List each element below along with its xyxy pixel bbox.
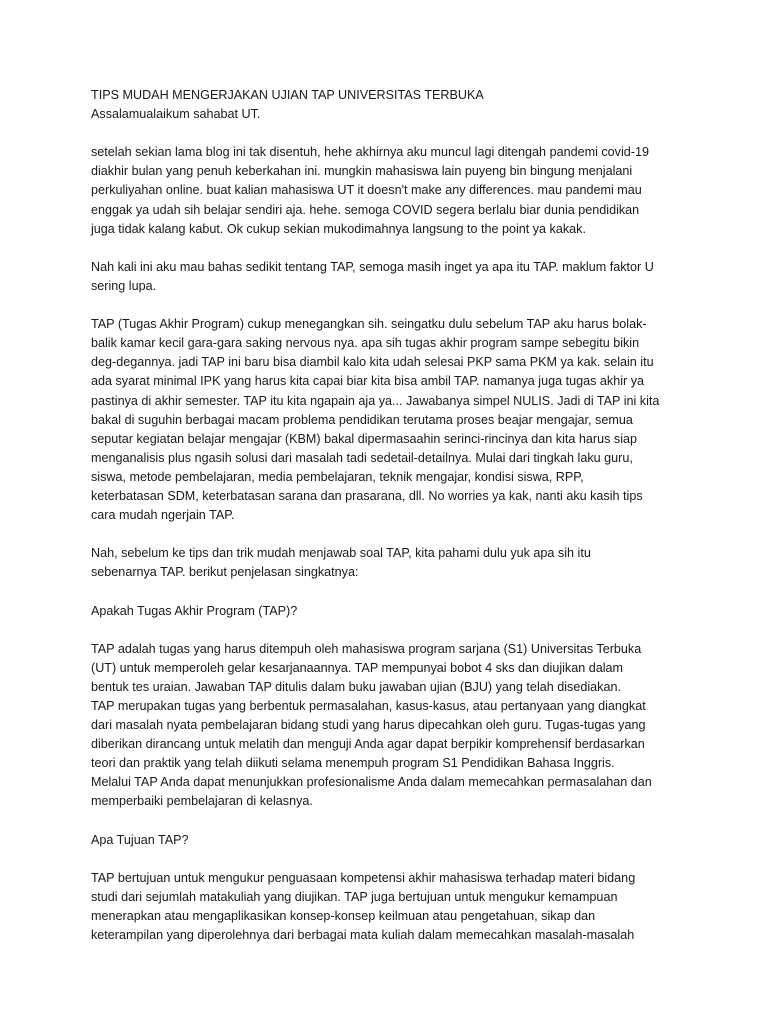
text-line: Nah, sebelum ke tips dan trik mudah menjawab soal TAP, kita pahami dulu yuk apa sih itu <box>91 546 591 561</box>
section-heading-what-is-tap <box>91 602 683 621</box>
text-line: TAP (Tugas Akhir Program) cukup menegangkan sih. seingatku dulu sebelum TAP aku harus bolak- <box>91 317 647 332</box>
text-line: keterbatasan SDM, keterbatasan sarana dan prasarana, dll. No worries ya kak, nanti aku kasih tips <box>91 488 643 503</box>
text-line: sering lupa. <box>91 278 157 293</box>
document-title: TIPS MUDAH MENGERJAKAN UJIAN TAP UNIVERSITAS TERBUKA <box>91 88 484 102</box>
text-line: teori dan praktik yang telah diikuti selama menempuh program S1 Pendidikan Bahasa Inggris. <box>91 756 615 771</box>
text-line: TAP bertujuan untuk mengukur penguasaan kompetensi akhir mahasiswa terhadap materi bidang <box>91 870 636 885</box>
text-line: bentuk tes uraian. Jawaban TAP ditulis dalam buku jawaban ujian (BJU) yang telah disediakan. <box>91 679 621 694</box>
text-line: studi dari sejumlah matakuliah yang diujikan. TAP juga bertujuan untuk mengukur kemampuan <box>91 889 618 904</box>
text-line: diberikan dirancang untuk melatih dan menguji Anda agar dapat berpikir komprehensif berdasarkan <box>91 737 645 752</box>
text-line: setelah sekian lama blog ini tak disentuh, hehe akhirnya aku muncul lagi ditengah pandemi covid-19 <box>91 145 649 160</box>
text-line: TAP merupakan tugas yang berbentuk permasalahan, kasus-kasus, atau pertanyaan yang diangkat <box>91 699 646 713</box>
text-line: enggak ya udah sih belajar sendiri aja. hehe. semoga COVID segera berlalu biar dunia pendidikan <box>91 202 640 217</box>
text-line: balik kamar kecil gara-gara saking nervous nya. apa sih tugas akhir program sampe sebegitu bikin <box>91 336 640 351</box>
paragraph-intro <box>91 143 683 238</box>
text-line: (UT) untuk memperoleh gelar kesarjanaannya. TAP mempunyai bobot 4 sks dan diujikan dalam <box>91 660 624 675</box>
paragraph-tap-goal <box>91 869 683 945</box>
text-line: siswa, metode pembelajaran, media pembelajaran, teknik mengajar, kondisi siswa, RPP, <box>91 469 584 484</box>
text-line: diakhir bulan yang penuh keberkahan ini. mungkin mahasiswa lain puyeng bin bingung menjalani <box>91 164 633 179</box>
document-page <box>91 86 683 964</box>
text-line: Apa Tujuan TAP? <box>91 832 189 847</box>
paragraph-tap-description <box>91 315 683 525</box>
greeting-line: Assalamualaikum sahabat UT. <box>91 107 261 122</box>
document-header <box>91 86 683 124</box>
text-line: seputar kegiatan belajar mengajar (KBM) bakal dipermasaahin serinci-rincinya dan kita harus siap <box>91 431 638 446</box>
text-line: menerapkan atau mengaplikasikan konsep-konsep keilmuan atau pengetahuan, sikap dan <box>91 909 596 924</box>
paragraph-topic <box>91 258 683 296</box>
text-line: Melalui TAP Anda dapat menunjukkan profesionalisme Anda dalam memecahkan permasalahan dan <box>91 775 652 790</box>
text-line: deg-degannya. jadi TAP ini baru bisa diambil kalo kita udah selesai PKP sama PKM ya kak. selain itu <box>91 355 654 370</box>
text-line: perkuliyahan online. buat kalian mahasiswa UT it doesn't make any differences. mau pandemi mau <box>91 183 642 198</box>
text-line: menganalisis plus ngasih solusi dari masalah tadi sedetail-detailnya. Mulai dari tingkah laku guru, <box>91 450 633 465</box>
paragraph-transition <box>91 544 683 582</box>
text-line: Apakah Tugas Akhir Program (TAP)? <box>91 603 298 618</box>
text-line: sebenarnya TAP. berikut penjelasan singkatnya: <box>91 565 359 580</box>
text-line: cara mudah ngerjain TAP. <box>91 508 235 523</box>
text-line: pastinya di akhir semester. TAP itu kita ngapain aja ya... Jawabanya simpel NULIS. Jadi di TAP ini kita <box>91 393 660 408</box>
text-line: Nah kali ini aku mau bahas sedikit tentang TAP, semoga masih inget ya apa itu TAP. maklum faktor U <box>91 259 654 274</box>
text-line: TAP adalah tugas yang harus ditempuh oleh mahasiswa program sarjana (S1) Universitas Terbuka <box>91 641 642 656</box>
text-line: dari masalah nyata pembelajaran bidang studi yang harus dipecahkan oleh guru. Tugas-tugas yang <box>91 718 646 733</box>
text-line: juga tidak kalang kabut. Ok cukup sekian mukodimahnya langsung to the point ya kakak. <box>91 221 586 236</box>
text-line: ada syarat minimal IPK yang harus kita capai biar kita bisa ambil TAP. namanya juga tugas akhir ya <box>91 374 645 389</box>
text-line: memperbaiki pembelajaran di kelasnya. <box>91 794 313 809</box>
paragraph-tap-definition <box>91 640 683 812</box>
section-heading-tap-goal <box>91 831 683 850</box>
text-line: keterampilan yang diperolehnya dari berbagai mata kuliah dalam memecahkan masalah-masalah <box>91 928 635 943</box>
text-line: bakal di suguhin berbagai macam problema pendidikan terutama proses beajar mengajar, semua <box>91 412 633 427</box>
